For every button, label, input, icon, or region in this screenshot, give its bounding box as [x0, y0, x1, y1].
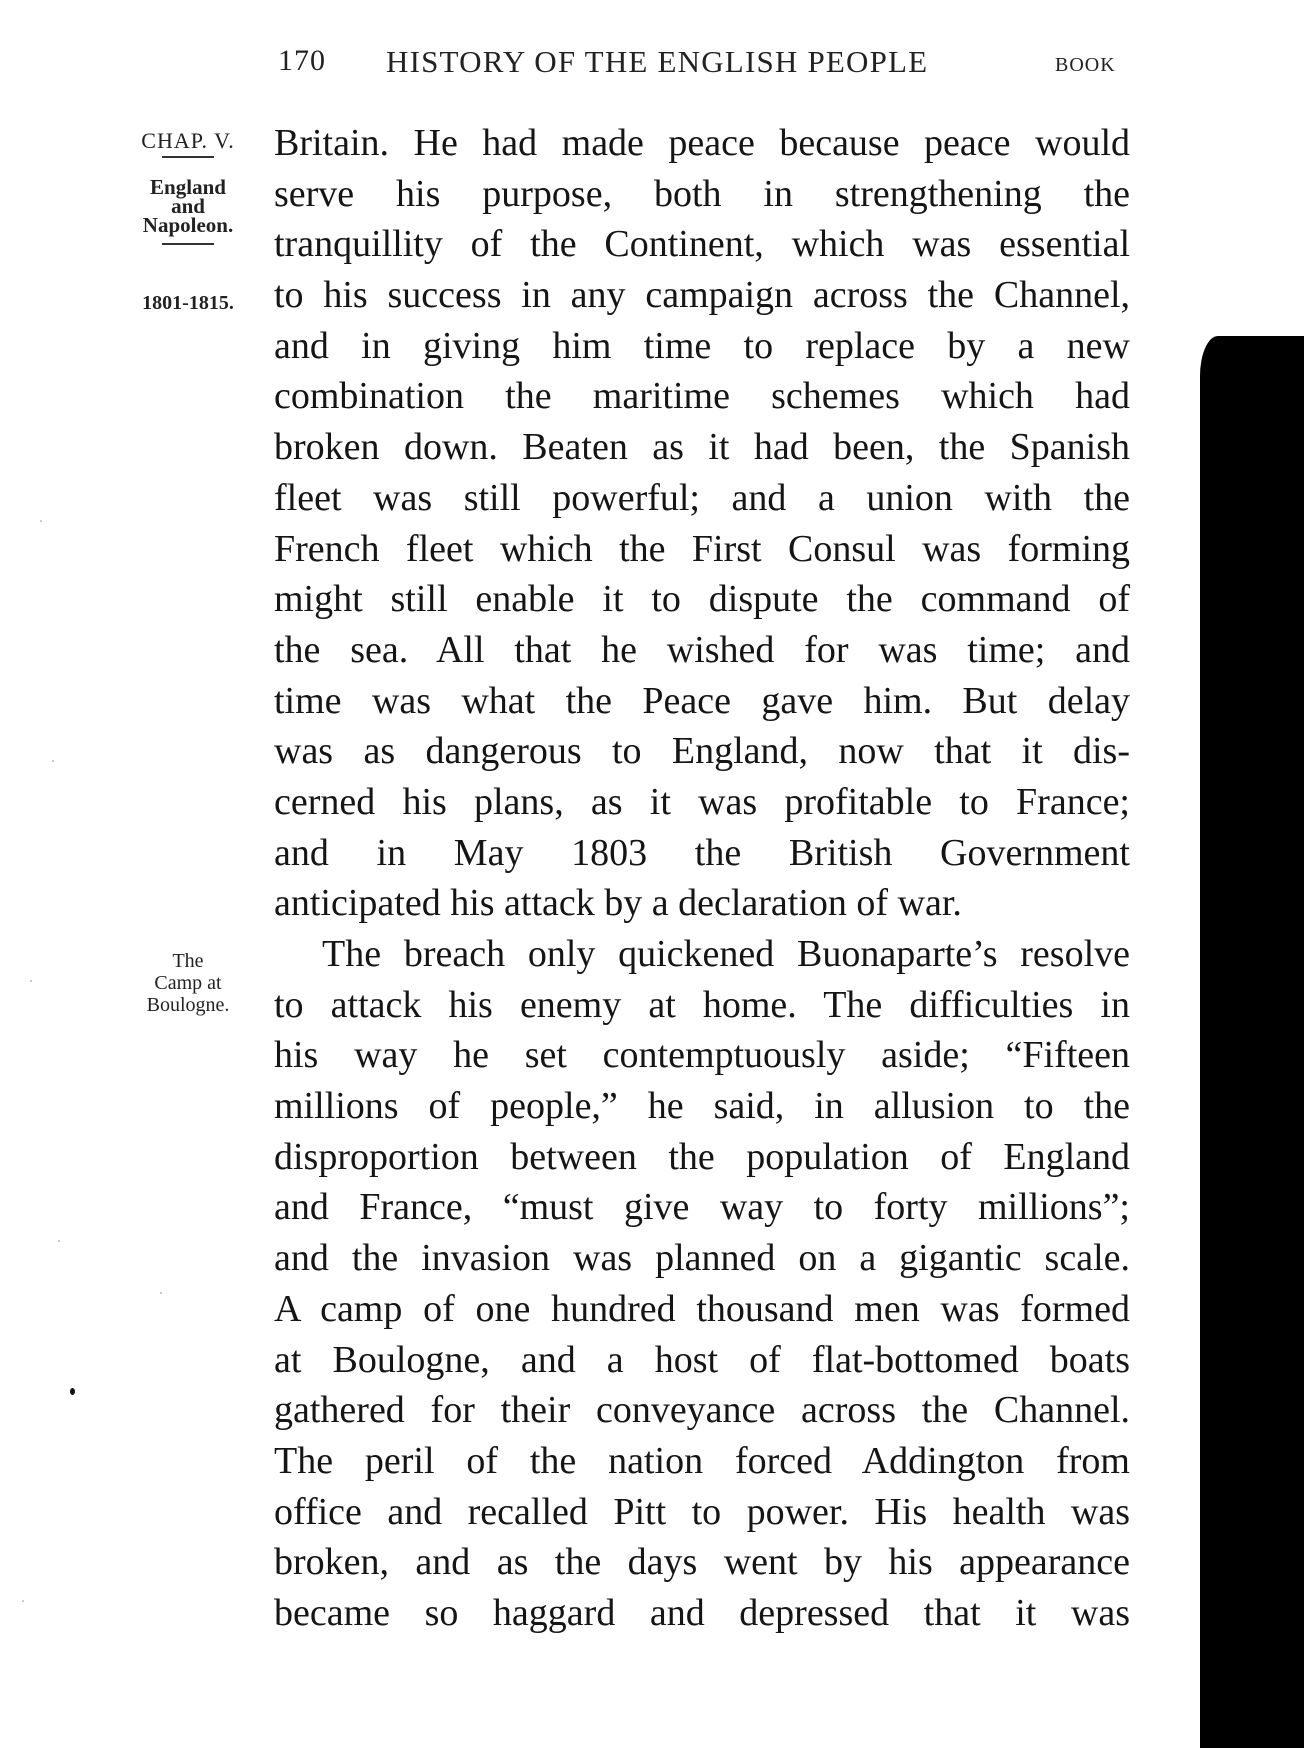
ink-speck: [70, 1388, 75, 1395]
book-label: BOOK: [1055, 54, 1116, 76]
running-title: HISTORY OF THE ENGLISH PEOPLE: [386, 44, 929, 79]
text-line: millions of people,” he said, in allusion to the: [274, 1085, 1130, 1128]
paper-speck: [40, 520, 42, 522]
note-line: The: [172, 950, 204, 972]
paper-speck: [160, 1292, 162, 1294]
text-line: broken down. Beaten as it had been, the Spanish: [274, 426, 1130, 469]
text-line: and in giving him time to replace by a new: [274, 324, 1130, 367]
margin-chapter: [118, 128, 258, 160]
text-line: broken, and as the days went by his appearance: [274, 1541, 1130, 1584]
paper-speck: [30, 980, 32, 982]
text-line: his way he set contemptuously aside; “Fifteen: [274, 1034, 1130, 1077]
text-line: A camp of one hundred thousand men was formed: [274, 1287, 1130, 1330]
text-line: The peril of the nation forced Addington from: [274, 1439, 1130, 1482]
topic-line: Napoleon.: [142, 213, 234, 237]
margin-topic: [118, 175, 258, 247]
text-line: serve his purpose, both in strengthening the: [274, 172, 1130, 215]
margin-dates: 1801-1815.: [142, 292, 234, 314]
topic-line: and: [171, 194, 205, 218]
text-line: tranquillity of the Continent, which was essential: [274, 223, 1130, 266]
note-line: Boulogne.: [146, 994, 230, 1016]
text-line: and the invasion was planned on a gigantic scale.: [274, 1237, 1130, 1280]
topic-line: England: [150, 175, 226, 199]
body-text: [274, 118, 1130, 1639]
paper-speck: [52, 760, 54, 762]
text-line: disproportion between the population of England: [274, 1135, 1130, 1178]
running-header: [0, 38, 1304, 90]
chapter-label: CHAP. V.: [141, 128, 235, 153]
text-line: combination the maritime schemes which had: [274, 375, 1130, 418]
text-line: to his success in any campaign across the Channel,: [274, 274, 1130, 317]
text-line: cerned his plans, as it was profitable to France;: [274, 780, 1130, 823]
text-line: to attack his enemy at home. The difficulties in: [274, 983, 1130, 1026]
text-line: time was what the Peace gave him. But delay: [274, 679, 1130, 722]
text-line: Britain. He had made peace because peace would: [274, 122, 1130, 164]
text-line: and France, “must give way to forty millions”;: [274, 1186, 1130, 1229]
text-line: at Boulogne, and a host of flat-bottomed boats: [274, 1338, 1130, 1381]
page-number: 170: [278, 44, 326, 77]
text-line: might still enable it to dispute the command of: [274, 578, 1130, 621]
text-line: fleet was still powerful; and a union with the: [274, 476, 1130, 519]
text-line: the sea. All that he wished for was time; and: [274, 628, 1130, 671]
text-line: office and recalled Pitt to power. His health was: [274, 1490, 1130, 1533]
text-line: was as dangerous to England, now that it dis-: [274, 730, 1130, 773]
text-line: and in May 1803 the British Government: [274, 831, 1130, 874]
note-line: Camp at: [154, 972, 222, 994]
text-line: French fleet which the First Consul was forming: [274, 527, 1130, 570]
margin-rule: [162, 156, 214, 158]
scan-edge-shadow: [1200, 336, 1304, 1748]
text-line: gathered for their conveyance across the Channel.: [274, 1389, 1130, 1432]
paper-speck: [58, 1240, 60, 1242]
text-line: anticipated his attack by a declaration of war.: [274, 882, 962, 925]
text-line: became so haggard and depressed that it was: [274, 1591, 1130, 1634]
text-line: The breach only quickened Buonaparte’s resolve: [322, 933, 1130, 975]
paper-speck: [22, 1600, 24, 1602]
margin-note-camp: [118, 950, 258, 1016]
margin-rule: [162, 243, 214, 245]
